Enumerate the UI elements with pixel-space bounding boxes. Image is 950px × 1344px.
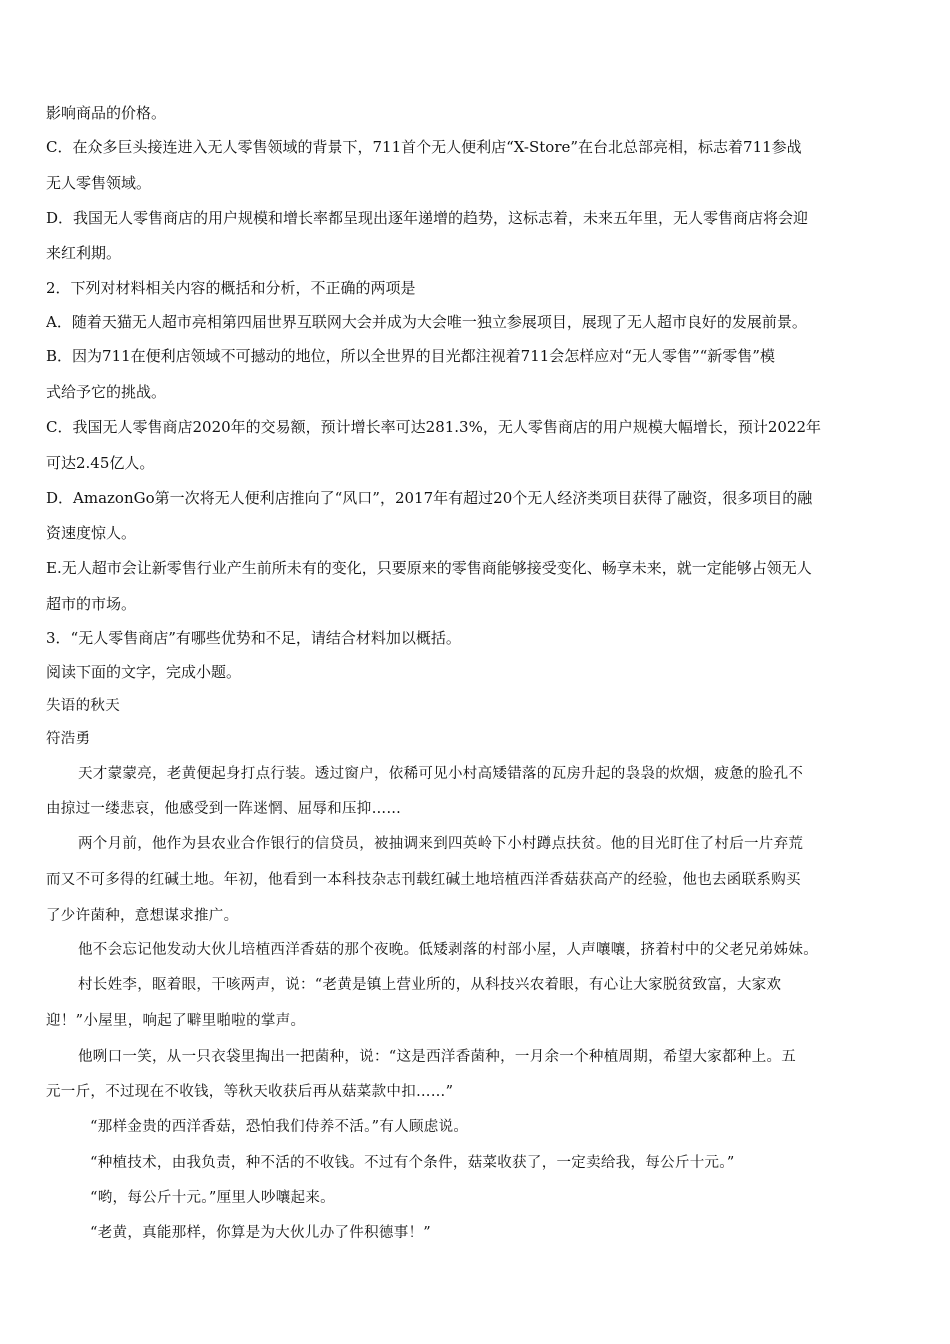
story-p6: “那样金贵的西洋香菇，恐怕我们侍养不活。”有人顾虑说。 xyxy=(90,1119,469,1135)
story-p9: “老黄，真能那样，你算是为大伙儿办了件积德事！” xyxy=(90,1225,432,1241)
story-p8: “哟，每公斤十元。”厘里人吵嚷起来。 xyxy=(90,1190,335,1206)
story-title: 失语的秋天 xyxy=(46,698,120,714)
story-p4-line2: 迎！”小屋里，响起了噼里啪啦的掌声。 xyxy=(46,1013,306,1029)
story-p5-line1: 他咧口一笑，从一只衣袋里掏出一把菌种，说：“这是西洋香菌种，一月余一个种植周期，希望大家都种上。五 xyxy=(78,1049,797,1065)
q2-option-d-line2: 资速度惊人。 xyxy=(46,524,137,542)
question3-stem: 3．“无人零售商店”有哪些优势和不足，请结合材料加以概括。 xyxy=(46,629,461,647)
q2-option-e-line1: E.无人超市会让新零售行业产生前所未有的变化，只要原来的零售商能够接受变化、畅享未来，就一定能够占领无人 xyxy=(46,559,812,577)
q2-option-c-line1: C．我国无人零售商店2020年的交易额，预计增长率可达281.3%，无人零售商店的用户规模大幅增长，预计2022年 xyxy=(46,418,822,436)
q2-option-a: A．随着天猫无人超市亮相第四届世界互联网大会并成为大会唯一独立参展项目，展现了无人超市良好的发展前景。 xyxy=(46,313,807,331)
story-p5-line2: 元一斤，不过现在不收钱，等秋天收获后再从菇菜款中扣……” xyxy=(46,1084,454,1100)
story-p2-line3: 了少许菌种，意想谋求推广。 xyxy=(46,908,239,924)
question2-stem: 2．下列对材料相关内容的概括和分析，不正确的两项是 xyxy=(46,279,416,297)
option-d-line1: D．我国无人零售商店的用户规模和增长率都呈现出逐年递增的趋势，这标志着，未来五年里，无人零售商店将会迎 xyxy=(46,209,809,227)
q2-option-c-line2: 可达2.45亿人。 xyxy=(46,454,155,472)
story-p1-line1: 天才蒙蒙亮，老黄便起身打点行装。透过窗户，依稀可见小村高矮错落的瓦房升起的袅袅的炊烟，疲惫的脸孔不 xyxy=(78,766,804,782)
story-p1-line2: 由掠过一缕悲哀，他感受到一阵迷惘、屈辱和压抑…… xyxy=(46,801,402,817)
q2-option-e-line2: 超市的市场。 xyxy=(46,595,137,613)
option-c-line2: 无人零售领域。 xyxy=(46,174,152,192)
reading-instruction: 阅读下面的文字，完成小题。 xyxy=(46,663,242,681)
q2-option-d-line1: D．AmazonGo第一次将无人便利店推向了“风口”，2017年有超过20个无人经济类项目获得了融资，很多项目的融 xyxy=(46,489,813,507)
q2-option-b-line1: B．因为711在便利店领域不可撼动的地位，所以全世界的目光都注视着711会怎样应对“无人零售”“新零售”模 xyxy=(46,347,775,365)
q2-option-b-line2: 式给予它的挑战。 xyxy=(46,383,167,401)
story-author: 符浩勇 xyxy=(46,731,91,747)
question1-tail: 影响商品的价格。 xyxy=(46,104,167,122)
option-d-line2: 来红利期。 xyxy=(46,244,122,262)
story-p2-line2: 而又不可多得的红碱土地。年初，他看到一本科技杂志刊载红碱土地培植西洋香菇获高产的经验，他也去函联系购买 xyxy=(46,872,801,888)
option-c-line1: C．在众多巨头接连进入无人零售领域的背景下，711首个无人便利店“X-Store”在台北总部亮相，标志着711参战 xyxy=(46,138,802,156)
story-p4-line1: 村长姓李，眍着眼，干咳两声，说：“老黄是镇上营业所的，从科技兴农着眼，有心让大家脱贫致富，大家欢 xyxy=(78,977,782,993)
story-p3: 他不会忘记他发动大伙儿培植西洋香菇的那个夜晚。低矮剥落的村部小屋，人声嚷嚷，挤着村中的父老兄弟姊妹。 xyxy=(78,942,818,958)
story-p7: “种植技术，由我负责，种不活的不收钱。不过有个条件，菇菜收获了，一定卖给我，每公斤十元。” xyxy=(90,1155,735,1171)
story-p2-line1: 两个月前，他作为县农业合作银行的信贷员，被抽调来到四英岭下小村蹲点扶贫。他的目光盯住了村后一片弃荒 xyxy=(78,836,804,852)
